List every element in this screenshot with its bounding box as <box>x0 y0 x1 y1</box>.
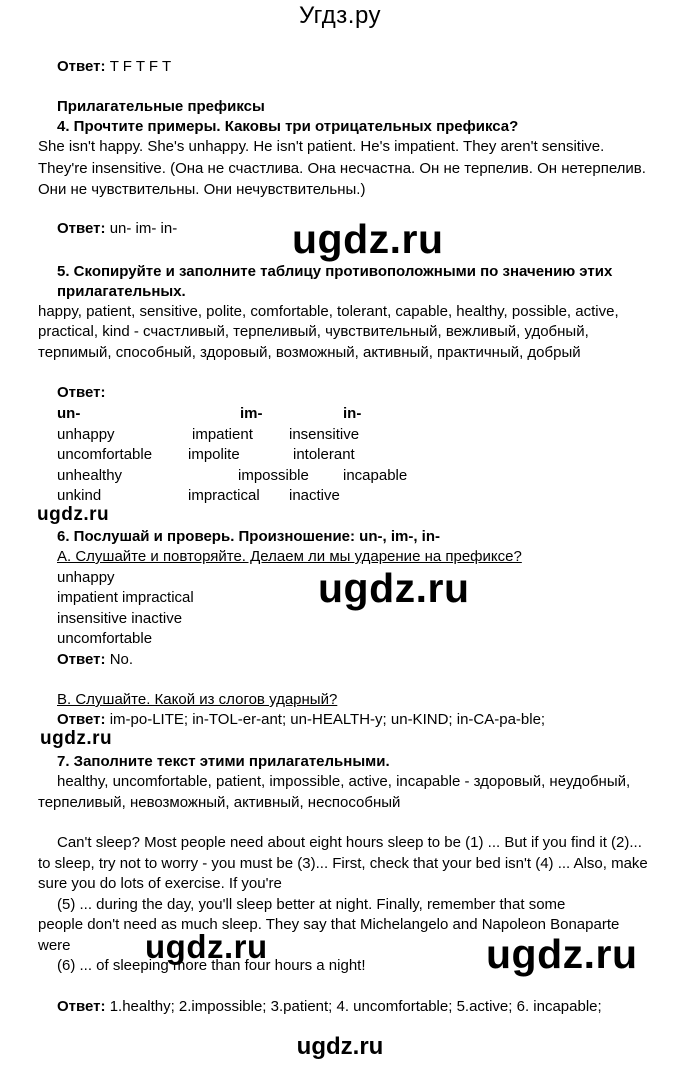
task4-text-line: They're insensitive. (Она не счастлива. Она несчастна. Он не терпелив. Он нетерпелив. <box>38 160 646 177</box>
table-cell: unhealthy <box>57 467 123 484</box>
task4-text-line: She isn't happy. She's unhappy. He isn't patient. He's impatient. They aren't sensitive. <box>38 138 605 155</box>
table-cell: inactive <box>289 487 340 504</box>
task7-text-line: people don't need as much sleep. They say that Michelangelo and Napoleon Bonaparte <box>38 916 620 933</box>
watermark: ugdz.ru <box>486 931 638 977</box>
task7-text-line: were <box>38 937 71 954</box>
task6-word: insensitive inactive <box>57 610 183 627</box>
site-title: Угдз.ру <box>298 2 382 29</box>
table-cell: impossible <box>238 467 309 484</box>
task6-word: impatient impractical <box>57 589 194 606</box>
answer-label: Ответ: <box>57 998 106 1015</box>
task7-text-line: (5) ... during the day, you'll sleep better at night. Finally, remember that some <box>57 896 566 913</box>
task3-answer-line <box>57 58 171 76</box>
task7-words-line: терпеливый, невозможный, активный, неспособный <box>38 794 401 811</box>
answer-label: Ответ: <box>57 58 106 75</box>
answer-label: Ответ: <box>57 220 106 237</box>
table-cell: incapable <box>343 467 408 484</box>
watermark: ugdz.ru <box>37 504 110 525</box>
task7-text-line: (6) ... of sleeping more than four hours a night! <box>57 957 366 974</box>
task5-text-line: happy, patient, sensitive, polite, comfortable, tolerant, capable, healthy, possible, active, <box>38 303 619 320</box>
answer-label: Ответ: <box>57 711 106 728</box>
task4-heading: 4. Прочтите примеры. Каковы три отрицательных префикса? <box>57 118 519 135</box>
watermark: ugdz.ru <box>318 565 470 611</box>
section-title: Прилагательные префиксы <box>57 98 265 115</box>
table-header-un: un- <box>57 405 81 422</box>
task7-heading: 7. Заполните текст этими прилагательными. <box>57 753 390 770</box>
task6-answer-b-line <box>57 711 545 729</box>
table-header-im: im- <box>240 405 263 422</box>
table-cell: impolite <box>188 446 240 463</box>
table-header-in: in- <box>343 405 362 422</box>
task7-words-line: healthy, uncomfortable, patient, impossible, active, incapable - здоровый, неудобный, <box>57 773 631 790</box>
task6-answer-b: im-po-LITE; in-TOL-er-ant; un-HEALTH-y; un-KIND; in-CA-pa-ble; <box>109 711 546 728</box>
table-cell: unhappy <box>57 426 115 443</box>
task7-text-line: sure you do lots of exercise. If you're <box>38 875 282 892</box>
answer-label: Ответ: <box>57 384 106 401</box>
task6-heading: 6. Послушай и проверь. Произношение: un-, im-, in- <box>57 528 440 545</box>
watermark: ugdz.ru <box>40 728 113 749</box>
task5-heading: прилагательных. <box>57 283 186 300</box>
table-cell: unkind <box>57 487 102 504</box>
answer-label: Ответ: <box>57 651 106 668</box>
task4-answer-line <box>57 220 177 238</box>
task7-text-line: to sleep, try not to worry - you must be (3)... First, check that your bed isn't (4) ... Also, make <box>38 855 648 872</box>
task6-word: unhappy <box>57 569 115 586</box>
task5-heading: 5. Скопируйте и заполните таблицу противоположными по значению этих <box>57 263 613 280</box>
watermark: ugdz.ru <box>145 928 268 965</box>
task7-answer: 1.healthy; 2.impossible; 3.patient; 4. uncomfortable; 5.active; 6. incapable; <box>109 998 602 1015</box>
task3-answer: T F T F T <box>109 58 172 75</box>
table-cell: impatient <box>192 426 253 443</box>
task5-text-line: терпимый, способный, здоровый, возможный, активный, практичный, добрый <box>38 344 581 361</box>
watermark-footer: ugdz.ru <box>296 1033 384 1060</box>
task5-text-line: practical, kind - счастливый, терпеливый, чувствительный, вежливый, удобный, <box>38 323 589 340</box>
table-cell: uncomfortable <box>57 446 153 463</box>
table-cell: insensitive <box>289 426 360 443</box>
task4-answer: un- im- in- <box>109 220 178 237</box>
task6-part-a: A. Слушайте и повторяйте. Делаем ли мы ударение на префиксе? <box>57 548 522 565</box>
task6-answer-a-line <box>57 651 133 669</box>
task6-part-b: B. Слушайте. Какой из слогов ударный? <box>57 691 338 708</box>
task4-text-line: Они не чувствительны. Они нечувствительны.) <box>38 181 366 198</box>
task7-text-line: Can't sleep? Most people need about eight hours sleep to be (1) ... But if you find it (2)... <box>57 834 642 851</box>
task7-answer-line <box>57 998 602 1016</box>
task6-word: uncomfortable <box>57 630 153 647</box>
table-cell: intolerant <box>293 446 355 463</box>
table-cell: impractical <box>188 487 260 504</box>
task6-answer-a: No. <box>109 651 134 668</box>
watermark: ugdz.ru <box>292 216 444 262</box>
